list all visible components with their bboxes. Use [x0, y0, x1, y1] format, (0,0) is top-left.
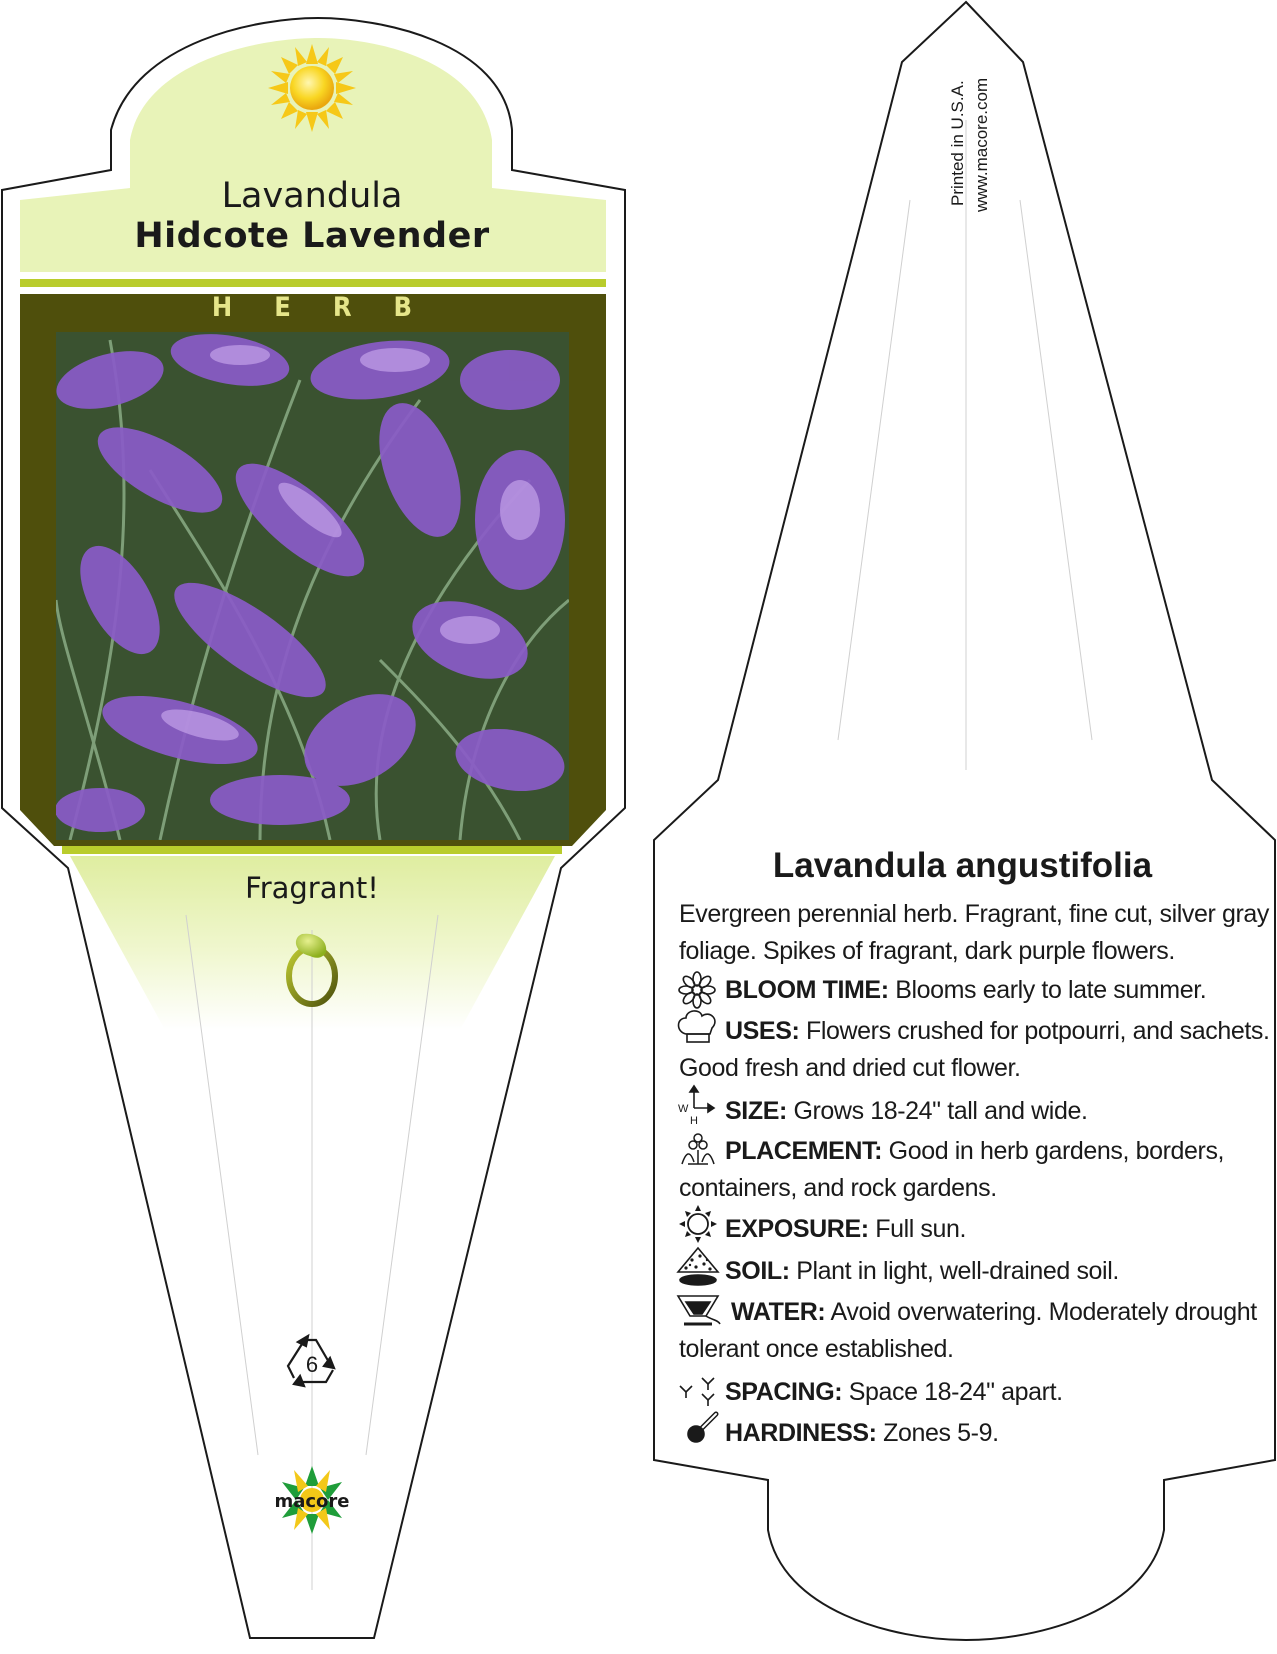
attr-text: Good in herb gardens, borders, containers, and rock gardens.: [679, 1137, 1225, 1202]
attr-label: SPACING:: [725, 1378, 843, 1406]
header-divider: [20, 279, 606, 287]
attr-exposure: [679, 1210, 1277, 1248]
attr-label: PLACEMENT:: [725, 1137, 883, 1165]
attr-label: USES:: [725, 1017, 800, 1045]
attr-size: [679, 1092, 1277, 1130]
attr-hardiness: [679, 1414, 1277, 1452]
website: www.macore.com: [972, 77, 991, 212]
printed-in: Printed in U.S.A.: [948, 80, 967, 206]
attr-text: Full sun.: [875, 1215, 967, 1243]
attr-label: BLOOM TIME:: [725, 976, 889, 1004]
lavender-photo: [50, 326, 569, 840]
attr-text: Blooms early to late summer.: [895, 976, 1207, 1004]
lower-band-top: [62, 846, 562, 854]
attr-soil: [679, 1252, 1277, 1290]
description: Evergreen perennial herb. Fragrant, fine cut, silver gray foliage. Spikes of fragrant, dark purple flowers.: [679, 900, 1270, 965]
attr-text: Flowers crushed for potpourri, and sachets. Good fresh and dried cut flower.: [679, 1017, 1270, 1082]
front-tag: [2, 18, 625, 1638]
attr-text: Avoid overwatering. Moderately drought tolerant once established.: [679, 1298, 1257, 1363]
recycle-code: 6: [305, 1352, 319, 1377]
attr-label: WATER:: [731, 1298, 826, 1326]
attr-label: SOIL:: [725, 1257, 790, 1285]
botanical-name: Lavandula angustifolia: [772, 846, 1153, 885]
attr-bloom-time: [679, 971, 1277, 1009]
attr-label: EXPOSURE:: [725, 1215, 869, 1243]
category-label: HERB: [211, 292, 455, 323]
common-name: Hidcote Lavender: [134, 216, 490, 256]
attr-water: [679, 1294, 1277, 1368]
attr-uses: [679, 1013, 1277, 1087]
attr-text: Space 18-24" apart.: [848, 1378, 1063, 1406]
brand-name: macore: [274, 1491, 350, 1512]
tagline: Fragrant!: [245, 871, 379, 905]
genus-name: Lavandula: [221, 176, 403, 216]
svg-text:H: H: [690, 1115, 698, 1127]
attr-spacing: [679, 1373, 1277, 1411]
attr-text: Grows 18-24" tall and wide.: [793, 1097, 1088, 1125]
attr-text: Zones 5-9.: [883, 1419, 999, 1447]
attr-label: SIZE:: [725, 1097, 787, 1125]
attr-text: Plant in light, well-drained soil.: [796, 1257, 1119, 1285]
attr-label: HARDINESS:: [725, 1419, 877, 1447]
attr-placement: [679, 1133, 1277, 1207]
svg-text:W: W: [678, 1103, 689, 1115]
sun-icon: [268, 44, 356, 132]
